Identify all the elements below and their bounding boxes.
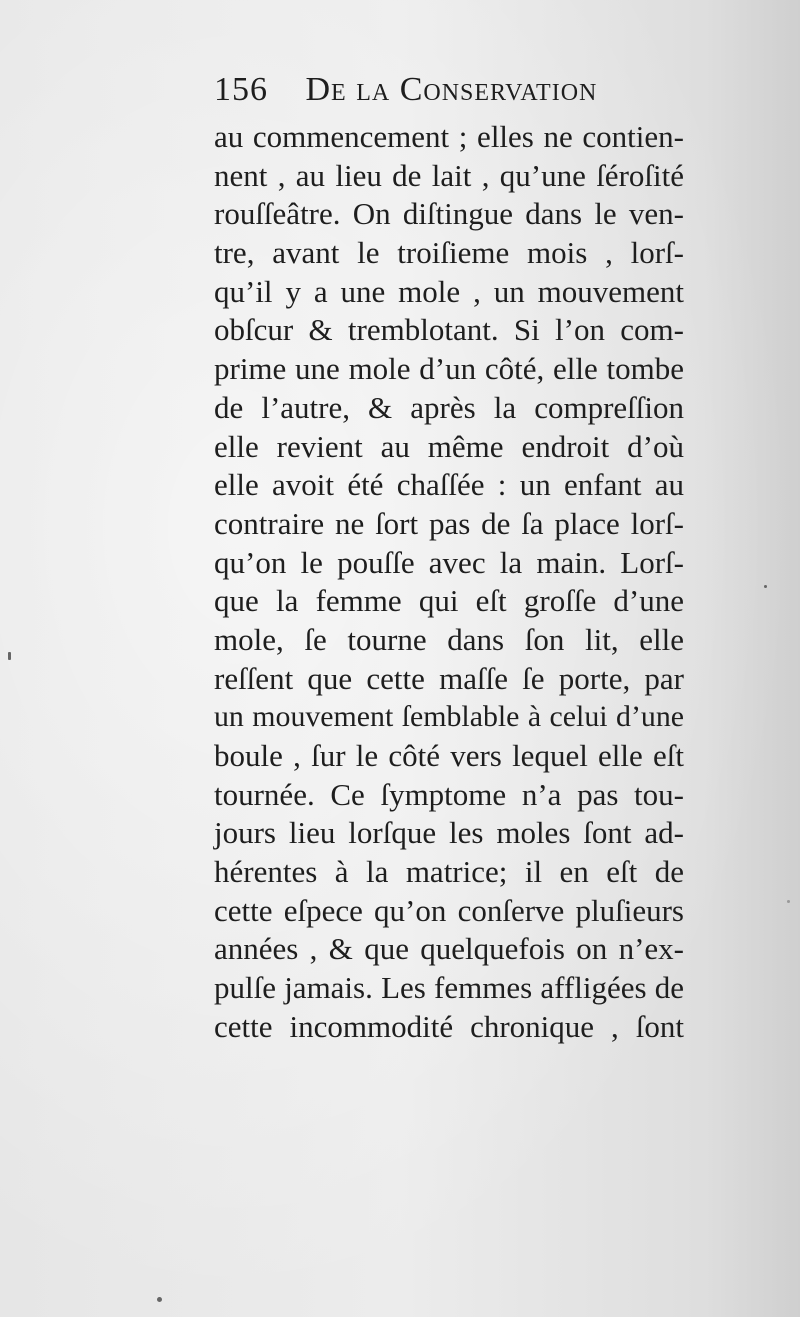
text-line: obſcur & tremblotant. Si l’on com- <box>214 312 684 348</box>
page-number: 156 <box>214 71 268 108</box>
body-text <box>214 118 684 1047</box>
text-line: reſſent que cette maſſe ſe porte, par <box>214 660 684 696</box>
ink-speck <box>764 585 767 588</box>
text-line: un mouvement ſemblable à celui d’une <box>214 700 684 734</box>
text-line: elle avoit été chaſſée : un enfant au <box>214 467 684 503</box>
text-line: qu’il y a une mole , un mouvement <box>214 273 684 309</box>
text-line: tre, avant le troiſieme mois , lorſ- <box>214 235 684 271</box>
text-line: nent , au lieu de lait , qu’une ſéroſité <box>214 157 684 193</box>
text-line: années , & que quelquefois on n’ex- <box>214 931 684 967</box>
text-line: prime une mole d’un côté, elle tombe <box>214 351 684 387</box>
text-line: mole, ſe tourne dans ſon lit, elle <box>214 621 684 657</box>
running-title: De la Conservation <box>305 71 598 108</box>
text-line: pulſe jamais. Les femmes affligées de <box>214 970 684 1006</box>
text-line: jours lieu lorſque les moles ſont ad- <box>214 815 684 851</box>
ink-speck <box>8 652 11 660</box>
text-line: boule , ſur le côté vers lequel elle eſt <box>214 738 684 773</box>
text-line: que la femme qui eſt groſſe d’une <box>214 583 684 619</box>
text-line: rouſſeâtre. On diſtingue dans le ven- <box>214 196 684 232</box>
text-line: cette eſpece qu’on conſerve pluſieurs <box>214 892 684 928</box>
text-line: hérentes à la matrice; il en eſt de <box>214 854 684 890</box>
text-line: qu’on le pouſſe avec la main. Lorſ- <box>214 544 684 580</box>
ink-speck <box>787 900 790 903</box>
text-line: contraire ne ſort pas de ſa place lorſ- <box>214 505 684 541</box>
text-line: elle revient au même endroit d’où <box>214 428 684 464</box>
page-header <box>214 68 614 112</box>
text-line: au commencement ; elles ne contien- <box>214 119 684 154</box>
ink-speck <box>157 1297 162 1302</box>
text-line: cette incommodité chronique , ſont <box>214 1008 684 1044</box>
text-line: tournée. Ce ſymptome n’a pas tou- <box>214 776 684 812</box>
text-line: de l’autre, & après la compreſſion <box>214 389 684 425</box>
